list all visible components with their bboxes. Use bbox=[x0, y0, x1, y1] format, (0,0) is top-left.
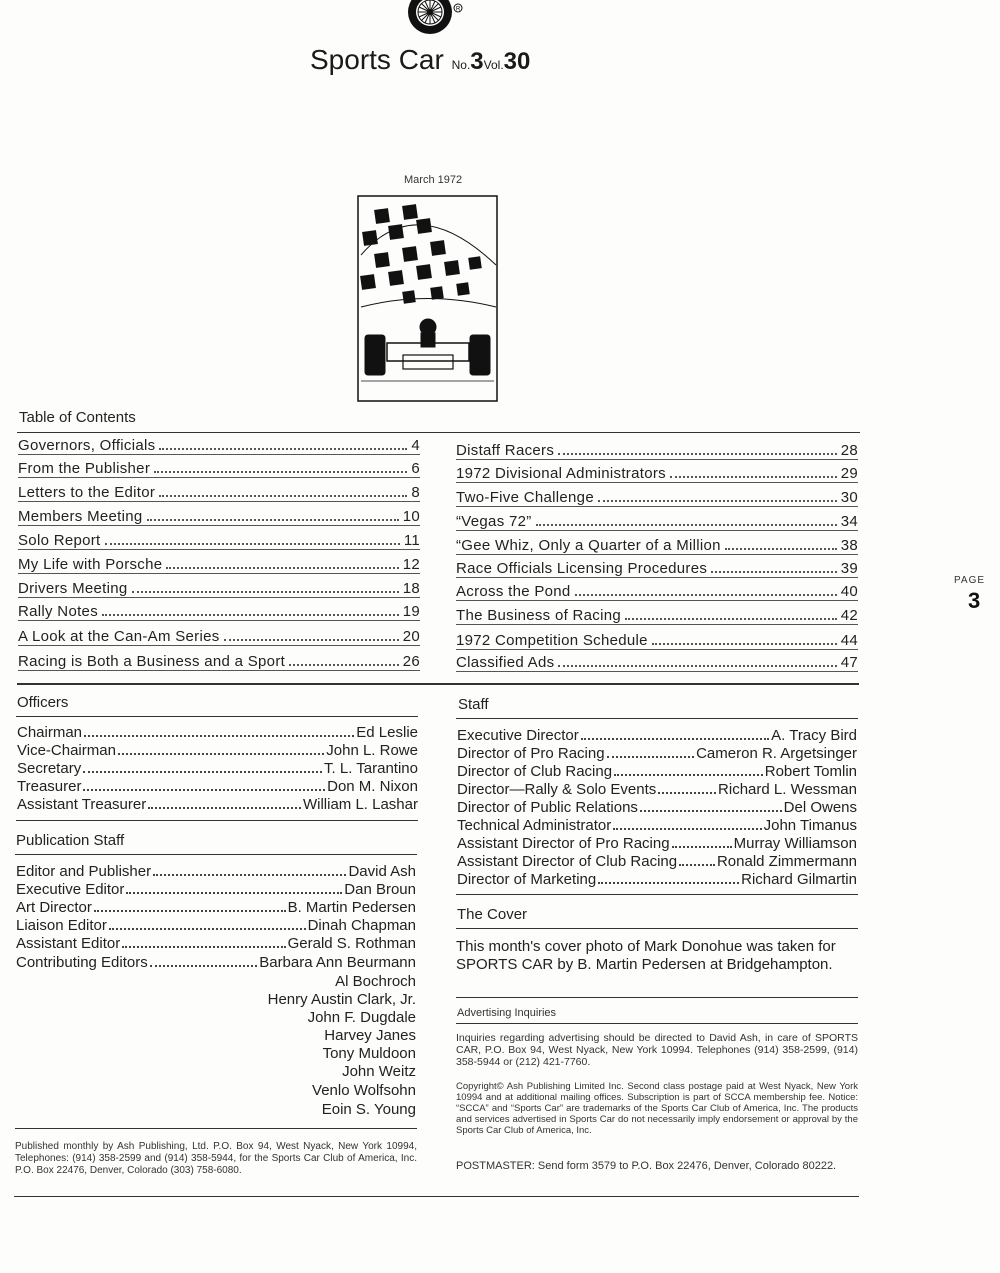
toc-item[interactable] bbox=[456, 604, 858, 625]
scca-logo bbox=[404, 0, 464, 46]
staff-name: Robert Tomlin bbox=[764, 763, 857, 780]
officer-role: Treasurer bbox=[17, 778, 82, 795]
toc-item[interactable] bbox=[18, 505, 420, 526]
toc-title: Classified Ads bbox=[456, 654, 555, 671]
toc-title: 1972 Competition Schedule bbox=[456, 632, 648, 649]
staff-name: Cameron R. Argetsinger bbox=[696, 745, 857, 762]
toc-title: 1972 Divisional Administrators bbox=[456, 465, 666, 482]
toc-page: 8 bbox=[411, 484, 420, 501]
staff-name: John Timanus bbox=[763, 817, 857, 834]
toc-item[interactable] bbox=[456, 629, 858, 650]
toc-item[interactable] bbox=[18, 481, 420, 502]
toc-title: Racing is Both a Business and a Sport bbox=[18, 653, 286, 670]
dot-leader bbox=[118, 753, 324, 755]
dot-leader bbox=[625, 618, 837, 620]
toc-page: 4 bbox=[411, 437, 420, 454]
officer-row bbox=[17, 759, 418, 777]
dot-leader bbox=[105, 543, 400, 545]
cover-heading: The Cover bbox=[457, 906, 528, 923]
toc-item[interactable] bbox=[18, 553, 420, 574]
dot-leader bbox=[83, 771, 322, 773]
officer-name: T. L. Tarantino bbox=[324, 760, 418, 777]
staff-row bbox=[16, 916, 416, 934]
officer-row bbox=[17, 723, 418, 741]
staff-name: Murray Williamson bbox=[733, 835, 857, 852]
staff-name: Richard L. Wessman bbox=[718, 781, 857, 798]
toc-bottom-rule bbox=[17, 683, 859, 685]
dot-leader bbox=[670, 476, 837, 478]
dot-leader bbox=[652, 643, 837, 645]
toc-item[interactable] bbox=[456, 651, 858, 672]
contributing-editor: John F. Dugdale bbox=[307, 1009, 416, 1026]
page-number: 3 bbox=[968, 588, 981, 613]
publication-staff-heading: Publication Staff bbox=[16, 832, 125, 849]
toc-title: “Gee Whiz, Only a Quarter of a Million bbox=[456, 537, 721, 554]
toc-title: Rally Notes bbox=[18, 603, 98, 620]
cover-bottom-rule bbox=[456, 997, 858, 998]
advertising-text: Inquiries regarding advertising should be directed to David Ash, in care of SPORTS CAR, P.O. Box 94, West Nyack, New York 10994. Telephones (914) 358-2599, (914) 358-5944 or (212) 421-7760. bbox=[456, 1032, 858, 1068]
toc-top-rule bbox=[17, 432, 860, 433]
toc-item[interactable] bbox=[456, 557, 858, 578]
toc-title: Solo Report bbox=[18, 532, 101, 549]
dot-leader bbox=[607, 756, 695, 758]
toc-item[interactable] bbox=[18, 457, 420, 478]
staff-row bbox=[16, 953, 416, 971]
svg-text:R: R bbox=[456, 6, 461, 13]
dot-leader bbox=[658, 792, 716, 794]
issue-number: 3 bbox=[470, 48, 484, 75]
cover-illustration bbox=[357, 195, 498, 402]
staff-role: Assistant Director of Pro Racing bbox=[457, 835, 670, 852]
dot-leader bbox=[154, 471, 407, 473]
dot-leader bbox=[102, 614, 399, 616]
dot-leader bbox=[122, 946, 285, 948]
staff-row bbox=[16, 898, 416, 916]
officer-name: John L. Rowe bbox=[326, 742, 418, 759]
dot-leader bbox=[224, 639, 399, 641]
contributing-editor: Venlo Wolfsohn bbox=[312, 1082, 416, 1099]
staff-role: Assistant Director of Club Racing bbox=[457, 853, 678, 870]
publication-staff-bottom-rule bbox=[15, 1128, 417, 1129]
officer-row bbox=[17, 795, 418, 813]
officer-role: Secretary bbox=[17, 760, 82, 777]
toc-title: Drivers Meeting bbox=[18, 580, 128, 597]
contributing-editor: John Weitz bbox=[342, 1063, 416, 1080]
toc-item[interactable] bbox=[18, 529, 420, 550]
toc-page: 26 bbox=[402, 653, 420, 670]
toc-page: 30 bbox=[840, 489, 858, 506]
toc-heading: Table of Contents bbox=[19, 409, 136, 426]
staff-row bbox=[457, 816, 857, 834]
toc-page: 38 bbox=[840, 537, 858, 554]
toc-item[interactable] bbox=[456, 534, 858, 555]
officers-bottom-rule bbox=[16, 820, 418, 821]
dot-leader bbox=[148, 807, 301, 809]
dot-leader bbox=[132, 591, 399, 593]
staff-name: Del Owens bbox=[783, 799, 857, 816]
publisher-note: Published monthly by Ash Publishing, Ltd. P.O. Box 94, West Nyack, New York 10994, Telephones: (914) 358-2599 and (914) 358-5944, for the Sports Car Club of America, Inc. P.O. Box 22476, Denver, Colorado (303) 758-6080. bbox=[15, 1141, 417, 1176]
toc-title: Two-Five Challenge bbox=[456, 489, 594, 506]
staff-role: Editor and Publisher bbox=[16, 863, 152, 880]
officer-role: Chairman bbox=[17, 724, 83, 741]
staff-role: Assistant Editor bbox=[16, 935, 121, 952]
staff-role: Executive Editor bbox=[16, 881, 125, 898]
toc-page: 44 bbox=[840, 632, 858, 649]
toc-page: 10 bbox=[402, 508, 420, 525]
dot-leader bbox=[558, 453, 837, 455]
officers-rule bbox=[16, 716, 418, 717]
officer-row bbox=[17, 741, 418, 759]
toc-title: Across the Pond bbox=[456, 583, 571, 600]
toc-title: Governors, Officials bbox=[18, 437, 156, 454]
contributing-editor: Harvey Janes bbox=[324, 1027, 416, 1044]
staff-heading: Staff bbox=[458, 696, 489, 713]
staff-role: Executive Director bbox=[457, 727, 579, 744]
toc-page: 34 bbox=[840, 513, 858, 530]
staff-role: Technical Administrator bbox=[457, 817, 612, 834]
toc-page: 20 bbox=[402, 628, 420, 645]
dot-leader bbox=[598, 882, 739, 884]
toc-item[interactable] bbox=[456, 580, 858, 601]
staff-role: Director of Pro Racing bbox=[457, 745, 605, 762]
staff-role: Contributing Editors bbox=[16, 954, 148, 971]
dot-leader bbox=[109, 928, 306, 930]
staff-name: A. Tracy Bird bbox=[771, 727, 857, 744]
staff-role: Director of Marketing bbox=[457, 871, 597, 888]
contributing-editor: Eoin S. Young bbox=[321, 1101, 416, 1118]
dot-leader bbox=[159, 448, 407, 450]
toc-page: 39 bbox=[840, 560, 858, 577]
staff-name: Ronald Zimmermann bbox=[716, 853, 857, 870]
officer-name: William L. Lashar bbox=[302, 796, 418, 813]
staff-name: B. Martin Pedersen bbox=[287, 899, 416, 916]
officer-role: Vice-Chairman bbox=[17, 742, 116, 759]
dot-leader bbox=[558, 665, 836, 667]
volume-number: 30 bbox=[503, 48, 531, 75]
page-label: PAGE bbox=[954, 575, 986, 586]
toc-title: From the Publisher bbox=[18, 460, 151, 477]
toc-title: The Business of Racing bbox=[456, 607, 622, 624]
dot-leader bbox=[153, 874, 346, 876]
toc-page: 42 bbox=[840, 607, 858, 624]
staff-row bbox=[457, 798, 857, 816]
officer-name: Don M. Nixon bbox=[327, 778, 418, 795]
staff-row bbox=[457, 762, 857, 780]
staff-row bbox=[457, 852, 857, 870]
staff-name: David Ash bbox=[348, 863, 416, 880]
staff-bottom-rule bbox=[456, 894, 858, 895]
toc-title: Race Officials Licensing Procedures bbox=[456, 560, 708, 577]
staff-name: Richard Gilmartin bbox=[741, 871, 857, 888]
toc-page: 19 bbox=[402, 603, 420, 620]
advertising-rule bbox=[456, 1023, 858, 1024]
staff-role: Liaison Editor bbox=[16, 917, 107, 934]
toc-page: 11 bbox=[403, 532, 420, 549]
toc-item[interactable] bbox=[18, 600, 420, 621]
dot-leader bbox=[640, 810, 782, 812]
toc-page: 18 bbox=[402, 580, 420, 597]
staff-role: Director of Public Relations bbox=[457, 799, 638, 816]
staff-name: Barbara Ann Beurmann bbox=[259, 954, 416, 971]
cover-description: This month's cover photo of Mark Donohue was taken for SPORTS CAR by B. Martin Pedersen at Bridgehampton. bbox=[456, 938, 836, 973]
staff-row bbox=[16, 880, 416, 898]
toc-item[interactable] bbox=[456, 439, 858, 460]
magazine-name: Sports Car bbox=[310, 44, 444, 75]
dot-leader bbox=[84, 735, 354, 737]
toc-item[interactable] bbox=[18, 434, 420, 455]
dot-leader bbox=[614, 774, 763, 776]
staff-row bbox=[457, 870, 857, 888]
dot-leader bbox=[159, 495, 407, 497]
advertising-heading: Advertising Inquiries bbox=[457, 1007, 557, 1019]
contributing-editor: Al Bochroch bbox=[335, 973, 416, 990]
toc-page: 6 bbox=[411, 460, 420, 477]
cover-rule bbox=[456, 928, 858, 929]
toc-item[interactable] bbox=[456, 486, 858, 507]
volume-label: Vol. bbox=[483, 58, 504, 72]
dot-leader bbox=[536, 524, 837, 526]
toc-page: 29 bbox=[840, 465, 858, 482]
staff-role: Art Director bbox=[16, 899, 92, 916]
toc-item[interactable] bbox=[456, 510, 858, 531]
dot-leader bbox=[679, 864, 715, 866]
staff-role: Director of Club Racing bbox=[457, 763, 613, 780]
officers-heading: Officers bbox=[17, 694, 69, 711]
toc-page: 28 bbox=[840, 442, 858, 459]
toc-title: “Vegas 72” bbox=[456, 513, 532, 530]
toc-item[interactable] bbox=[18, 577, 420, 598]
toc-title: A Look at the Can-Am Series bbox=[18, 628, 220, 645]
staff-rule bbox=[456, 718, 858, 719]
dot-leader bbox=[94, 910, 286, 912]
dot-leader bbox=[581, 738, 769, 740]
officer-row bbox=[17, 777, 418, 795]
staff-name: Dinah Chapman bbox=[307, 917, 416, 934]
toc-title: Members Meeting bbox=[18, 508, 143, 525]
dot-leader bbox=[166, 567, 398, 569]
footer-rule bbox=[14, 1196, 859, 1197]
staff-row bbox=[16, 934, 416, 952]
toc-item[interactable] bbox=[18, 650, 420, 671]
toc-title: Letters to the Editor bbox=[18, 484, 156, 501]
toc-item[interactable] bbox=[18, 625, 420, 646]
officer-name: Ed Leslie bbox=[356, 724, 418, 741]
dot-leader bbox=[147, 519, 399, 521]
magazine-title bbox=[310, 44, 530, 76]
contributing-editor: Henry Austin Clark, Jr. bbox=[267, 991, 416, 1008]
staff-row bbox=[457, 834, 857, 852]
dot-leader bbox=[83, 789, 325, 791]
staff-row bbox=[457, 780, 857, 798]
toc-item[interactable] bbox=[456, 462, 858, 483]
contributing-editor: Tony Muldoon bbox=[322, 1045, 416, 1062]
toc-page: 47 bbox=[840, 654, 858, 671]
publication-staff-rule bbox=[15, 854, 417, 855]
dot-leader bbox=[575, 594, 837, 596]
staff-row bbox=[457, 726, 857, 744]
staff-name: Dan Broun bbox=[344, 881, 416, 898]
dot-leader bbox=[672, 846, 732, 848]
toc-title: Distaff Racers bbox=[456, 442, 555, 459]
staff-row bbox=[16, 862, 416, 880]
postmaster-notice: POSTMASTER: Send form 3579 to P.O. Box 22476, Denver, Colorado 80222. bbox=[456, 1160, 837, 1172]
issue-number-label: No. bbox=[451, 58, 471, 72]
issue-date: March 1972 bbox=[404, 174, 463, 186]
dot-leader bbox=[725, 548, 837, 550]
staff-name: Gerald S. Rothman bbox=[287, 935, 416, 952]
dot-leader bbox=[613, 828, 761, 830]
copyright-notice: Copyright© Ash Publishing Limited Inc. Second class postage paid at West Nyack, New York 10994 and at additional mailing offices. Subscription is part of SCCA membership fee. Notice: “SCCA” and “Sports Car” are trademarks of the Sports Car Club of America, Inc. The products and services advertised in Sports Car do not necessarily imply endorsement or approval by the Sports Car Club of America, Inc. bbox=[456, 1081, 858, 1136]
officer-role: Assistant Treasurer bbox=[17, 796, 147, 813]
dot-leader bbox=[150, 965, 257, 967]
staff-role: Director—Rally & Solo Events bbox=[457, 781, 657, 798]
dot-leader bbox=[289, 664, 399, 666]
toc-page: 12 bbox=[402, 556, 420, 573]
dot-leader bbox=[126, 892, 342, 894]
toc-title: My Life with Porsche bbox=[18, 556, 163, 573]
toc-page: 40 bbox=[840, 583, 858, 600]
dot-leader bbox=[711, 571, 837, 573]
staff-row bbox=[457, 744, 857, 762]
dot-leader bbox=[598, 500, 837, 502]
